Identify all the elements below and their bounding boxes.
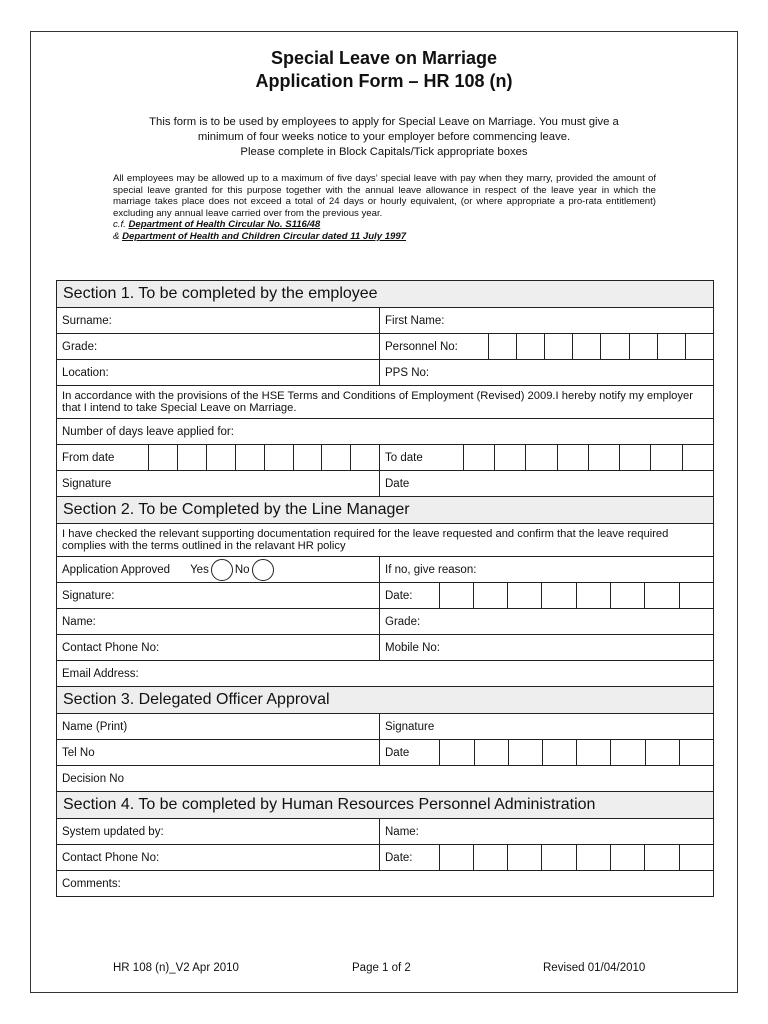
manager-date-field[interactable]: Date: (380, 583, 714, 609)
to-date-field[interactable]: To date (380, 445, 714, 471)
comments-field[interactable]: Comments: (57, 871, 714, 897)
location-field[interactable]: Location: (57, 360, 380, 386)
footer-revised-date: Revised 01/04/2010 (543, 962, 646, 974)
from-date-field[interactable]: From date (57, 445, 380, 471)
manager-mobile-field[interactable]: Mobile No: (380, 635, 714, 661)
hr-name-field[interactable]: Name: (380, 819, 714, 845)
manager-name-field[interactable]: Name: (57, 609, 380, 635)
form-subtitle: Application Form – HR 108 (n) (255, 71, 513, 91)
approved-no-radio[interactable] (252, 559, 274, 581)
circular-reference-2: & Department of Health and Children Circular dated 11 July 1997 (113, 230, 407, 242)
officer-name-field[interactable]: Name (Print) (57, 714, 380, 740)
officer-signature-field[interactable]: Signature (380, 714, 714, 740)
footer-page-number: Page 1 of 2 (352, 962, 411, 974)
personnel-no-field[interactable]: Personnel No: (380, 334, 714, 360)
surname-field[interactable]: Surname: (57, 308, 380, 334)
application-form-table (56, 280, 714, 897)
section-2-heading: Section 2. To be Completed by the Line Manager (57, 497, 714, 524)
hr-contact-field[interactable]: Contact Phone No: (57, 845, 380, 871)
hr-date-field[interactable]: Date: (380, 845, 714, 871)
pps-no-field[interactable]: PPS No: (380, 360, 714, 386)
employee-date-field[interactable]: Date (380, 471, 714, 497)
officer-date-field[interactable]: Date (380, 740, 714, 766)
manager-contact-field[interactable]: Contact Phone No: (57, 635, 380, 661)
system-updated-field[interactable]: System updated by: (57, 819, 380, 845)
intro-text: This form is to be used by employees to apply for Special Leave on Marriage. You must give a minimum of four weeks notice to your employer before commencing leave. Please complete in Block Capitals/Tick appropriate boxes (149, 116, 619, 158)
section-4-heading: Section 4. To be completed by Human Resources Personnel Administration (57, 792, 714, 819)
section-1-heading: Section 1. To be completed by the employee (57, 281, 714, 308)
manager-email-field[interactable]: Email Address: (57, 661, 714, 687)
decision-no-field[interactable]: Decision No (57, 766, 714, 792)
section-3-heading: Section 3. Delegated Officer Approval (57, 687, 714, 714)
reason-field[interactable]: If no, give reason: (380, 557, 714, 583)
circular-reference-1: c.f. Department of Health Circular No. S116/48 (113, 219, 321, 231)
footer-version: HR 108 (n)_V2 Apr 2010 (113, 962, 239, 974)
application-approved-row: Application Approved Yes No (57, 557, 380, 583)
first-name-field[interactable]: First Name: (380, 308, 714, 334)
days-applied-field[interactable]: Number of days leave applied for: (57, 419, 714, 445)
employee-signature-field[interactable]: Signature (57, 471, 380, 497)
manager-statement-text: I have checked the relevant supporting documentation required for the leave requested and confirm that the leave required complies with the terms outlined in the relavant HR policy (57, 524, 714, 557)
form-title: Special Leave on Marriage (270, 48, 498, 68)
declaration-text: In accordance with the provisions of the HSE Terms and Conditions of Employment (Revised) 2009.I hereby notify my employer that I intend to take Special Leave on Marriage. (57, 386, 714, 419)
manager-signature-field[interactable]: Signature: (57, 583, 380, 609)
policy-text: All employees may be allowed up to a maximum of five days’ special leave with pay when they marry, provided the amount of special leave granted for this purpose together with the annual leave allowance in respect of the leave year in which the marriage takes place does not exceed a total of 24 days or hourly equivalent, (or where appropriate a pro-rata entitlement) excluding any annual leave carried over from the previous year. c.f. Department of Health Circular No. S116/48 & Department of Health and Children Circular dated 11 July 1997 (113, 173, 656, 242)
manager-grade-field[interactable]: Grade: (380, 609, 714, 635)
approved-yes-radio[interactable] (211, 559, 233, 581)
grade-field[interactable]: Grade: (57, 334, 380, 360)
officer-tel-field[interactable]: Tel No (57, 740, 380, 766)
